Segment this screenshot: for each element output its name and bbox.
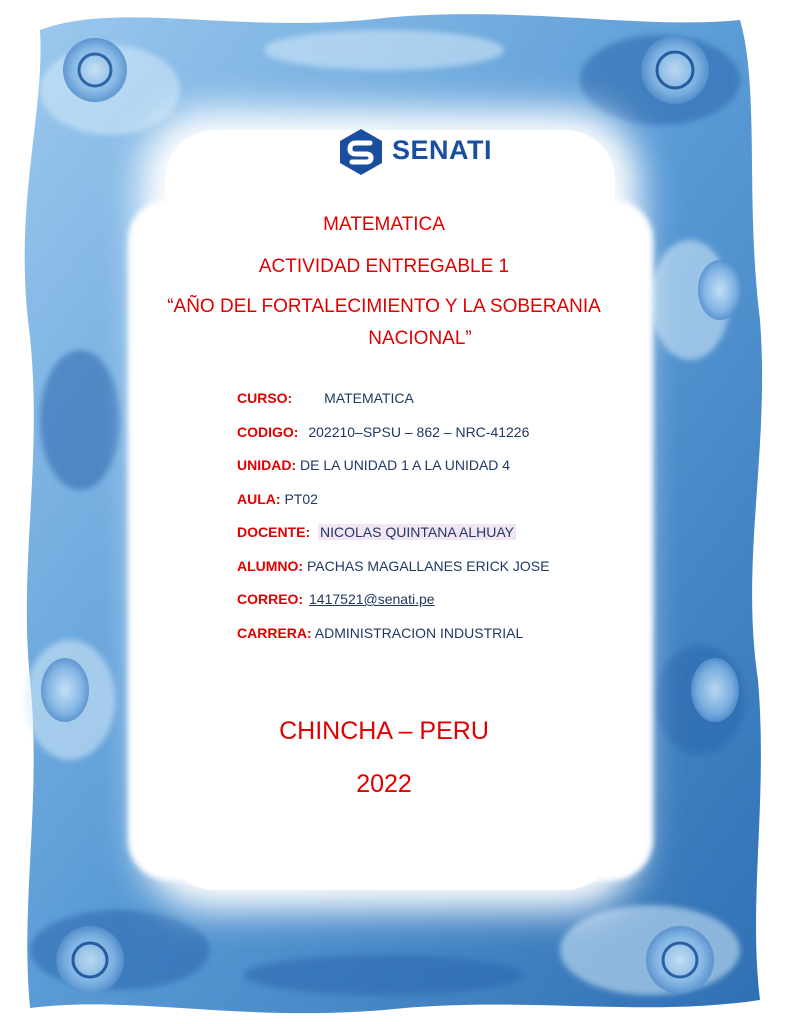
docente-label: DOCENTE: — [237, 524, 311, 540]
info-row-aula — [237, 491, 667, 525]
aula-value: PT02 — [284, 490, 318, 507]
carrera-label: CARRERA: — [237, 624, 312, 641]
info-row-docente — [237, 524, 667, 558]
year-motto-line2-clipped — [160, 320, 680, 349]
location-text: CHINCHA – PERU — [279, 717, 489, 745]
info-row-codigo — [237, 424, 667, 458]
year-motto-line2: NACIONAL” — [368, 328, 472, 349]
curso-value: MATEMATICA — [324, 390, 414, 406]
info-row-alumno — [237, 558, 667, 592]
alumno-label: ALUMNO: — [237, 557, 304, 574]
correo-link[interactable]: 1417521@senati.pe — [309, 591, 435, 607]
unidad-value: DE LA UNIDAD 1 A LA UNIDAD 4 — [300, 457, 511, 473]
curso-label: CURSO: — [237, 390, 293, 406]
info-row-correo — [237, 591, 667, 625]
senati-emblem-icon — [336, 127, 386, 177]
alumno-value: PACHAS MAGALLANES ERICK JOSE — [307, 557, 550, 574]
info-row-curso — [237, 390, 667, 424]
carrera-value: ADMINISTRACION INDUSTRIAL — [314, 624, 524, 641]
correo-label: CORREO: — [237, 591, 304, 607]
year-text: 2022 — [356, 770, 412, 798]
logo-text: SENATI — [392, 135, 493, 165]
student-info-block — [237, 390, 667, 658]
subject-title: MATEMATICA — [323, 214, 445, 235]
unidad-label: UNIDAD: — [237, 457, 297, 473]
aula-label: AULA: — [237, 490, 281, 507]
info-row-unidad — [237, 457, 667, 491]
docente-value: NICOLAS QUINTANA ALHUAY — [320, 524, 514, 540]
activity-title: ACTIVIDAD ENTREGABLE 1 — [258, 256, 510, 277]
year-motto-line1: “AÑO DEL FORTALECIMIENTO Y LA SOBERANIA — [167, 296, 601, 317]
info-row-carrera — [237, 625, 667, 659]
senati-logo — [336, 127, 506, 177]
codigo-value: 202210–SPSU – 862 – NRC-41226 — [308, 423, 530, 440]
codigo-label: CODIGO: — [237, 423, 299, 440]
